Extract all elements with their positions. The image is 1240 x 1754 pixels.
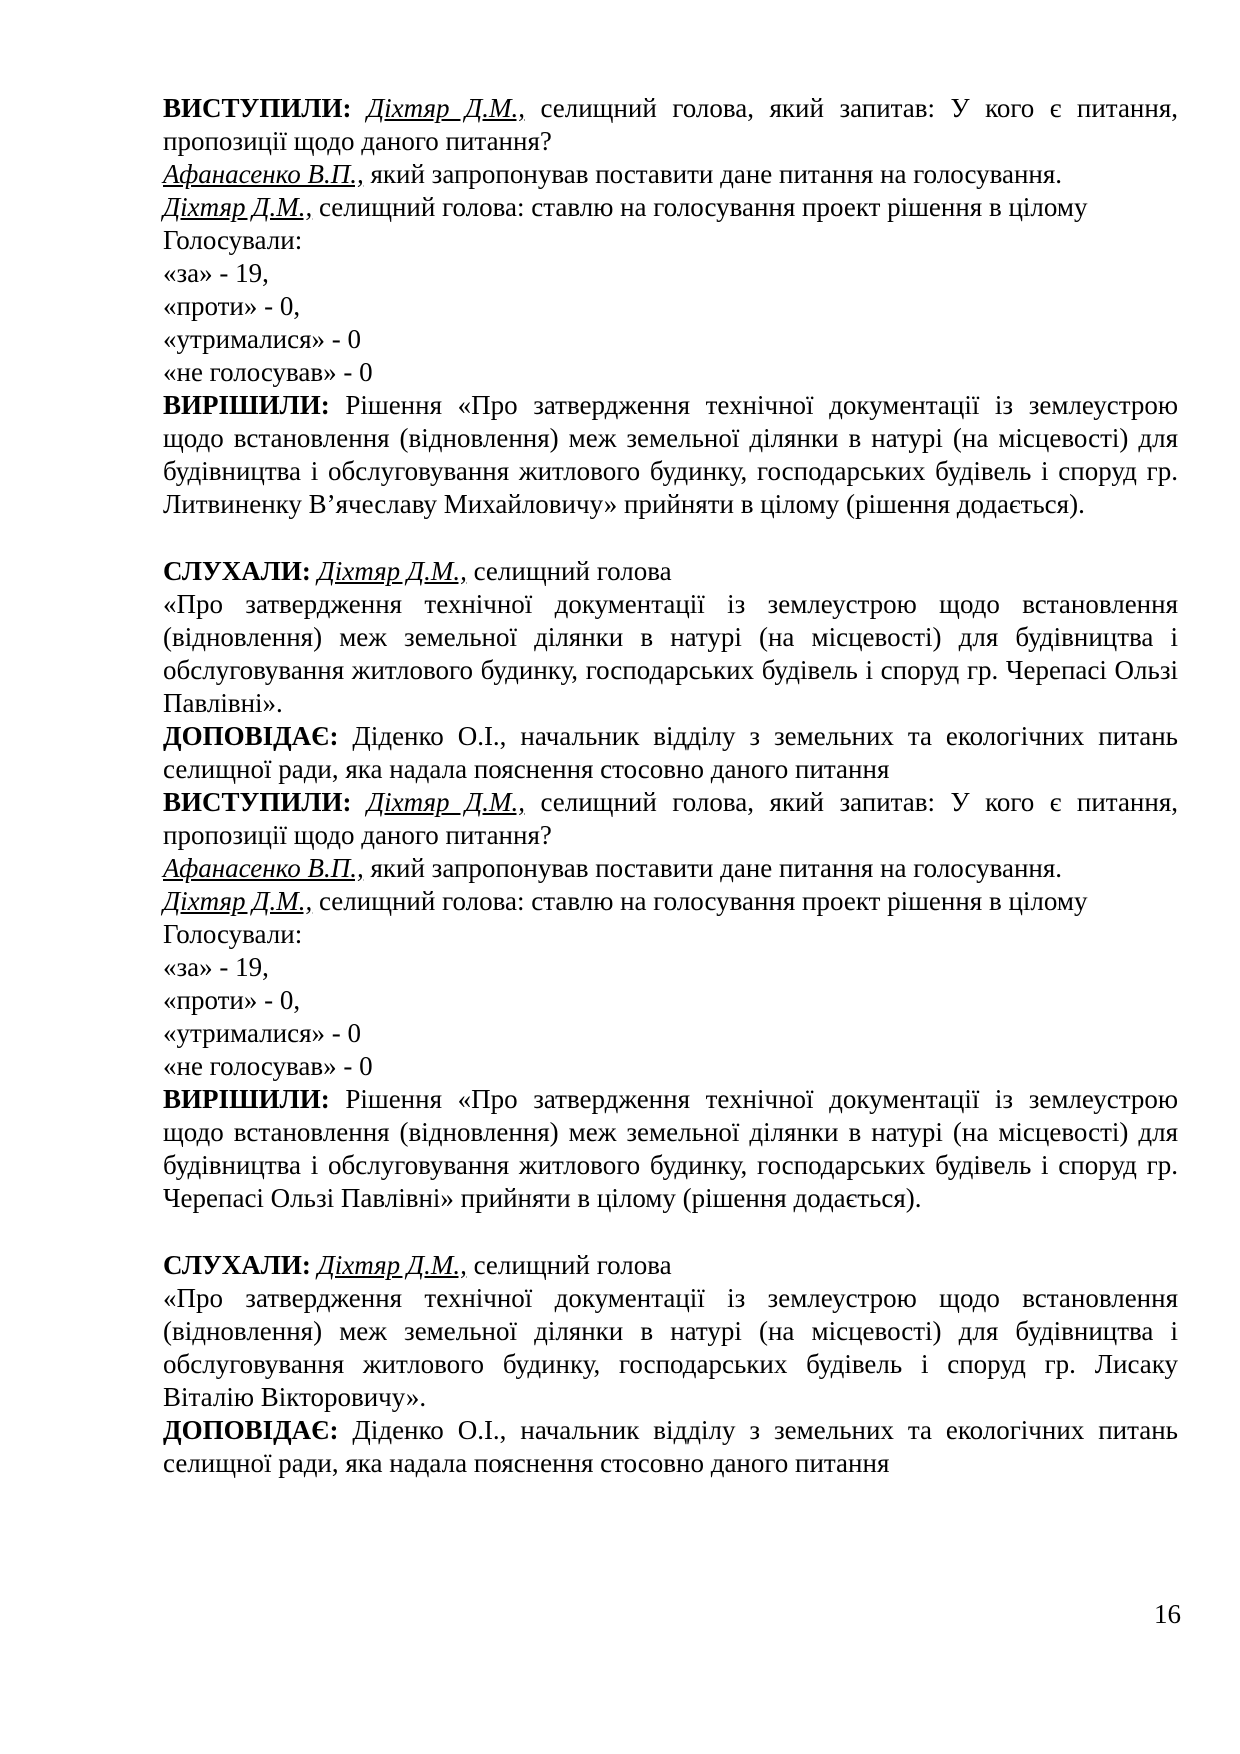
proposal-line xyxy=(163,852,1178,885)
vote-call-text: селищний голова: ставлю на голосування проект рішення в цілому xyxy=(312,886,1088,916)
vote-abstained: «утрималися» - 0 xyxy=(163,324,362,354)
speakers-paragraph xyxy=(163,92,1178,158)
heard-text: селищний голова xyxy=(466,556,672,586)
voted-heading: Голосували: xyxy=(163,225,303,255)
vote-against: «проти» - 0, xyxy=(163,985,301,1015)
proposal-text: який запропонував поставити дане питання на голосування. xyxy=(363,159,1063,189)
vote-for: «за» - 19, xyxy=(163,952,269,982)
speaker-text: селищний голова, який запитав: У кого є питання, пропозиції щодо даного питання? xyxy=(163,93,1178,156)
heard-name: Діхтяр Д.М., xyxy=(317,556,467,586)
page-number: 16 xyxy=(1154,1599,1181,1629)
proposal-text: який запропонував поставити дане питання на голосування. xyxy=(363,853,1063,883)
heard-name: Діхтяр Д.М., xyxy=(317,1250,467,1280)
speaker-name: Діхтяр Д.М., xyxy=(366,787,525,817)
proposal-line xyxy=(163,158,1178,191)
vote-against: «проти» - 0, xyxy=(163,291,301,321)
section-gap xyxy=(163,521,1178,555)
section-gap xyxy=(163,1215,1178,1249)
vote-not-voted: «не голосував» - 0 xyxy=(163,1051,373,1081)
heard-label: СЛУХАЛИ: xyxy=(163,556,311,586)
speaker-name: Діхтяр Д.М., xyxy=(366,93,525,123)
heard-text: селищний голова xyxy=(466,1250,672,1280)
vote-for: «за» - 19, xyxy=(163,258,269,288)
speakers-label: ВИСТУПИЛИ: xyxy=(163,93,352,123)
heard-line xyxy=(163,555,1178,588)
vote-call-line xyxy=(163,885,1178,918)
vote-call-text: селищний голова: ставлю на голосування проект рішення в цілому xyxy=(312,192,1088,222)
minutes-content xyxy=(163,92,1178,1480)
voted-heading: Голосували: xyxy=(163,919,303,949)
speakers-paragraph xyxy=(163,786,1178,852)
vote-not-voted: «не голосував» - 0 xyxy=(163,357,373,387)
speakers-label: ВИСТУПИЛИ: xyxy=(163,787,352,817)
topic-paragraph: «Про затвердження технічної документації із землеустрою щодо встановлення (відновлення) меж земельної ділянки в натурі (на місцевості) для будівництва і обслуговування житлового будинку, господарських будівель і споруд гр. Черепасі Ользі Павлівні». xyxy=(163,589,1178,718)
proposer-name: Афанасенко В.П., xyxy=(163,159,364,189)
decision-text: Рішення «Про затвердження технічної документації із землеустрою щодо встановлення (відновлення) меж земельної ділянки в натурі (на місцевості) для будівництва і обслуговування житлового будинку, господарських будівель і споруд гр. Черепасі Ользі Павлівні» прийняти в цілому (рішення додається). xyxy=(163,1084,1178,1213)
report-label: ДОПОВІДАЄ: xyxy=(163,1415,339,1445)
decision-paragraph xyxy=(163,1083,1178,1215)
report-paragraph xyxy=(163,1414,1178,1480)
report-paragraph xyxy=(163,720,1178,786)
vote-call-line xyxy=(163,191,1178,224)
report-text: Діденко О.І., начальник відділу з земельних та екологічних питань селищної ради, яка надала пояснення стосовно даного питання xyxy=(163,721,1178,784)
decision-label: ВИРІШИЛИ: xyxy=(163,1084,330,1114)
topic-paragraph: «Про затвердження технічної документації із землеустрою щодо встановлення (відновлення) меж земельної ділянки в натурі (на місцевості) для будівництва і обслуговування житлового будинку, господарських будівель і споруд гр. Лисаку Віталію Вікторовичу». xyxy=(163,1283,1178,1412)
report-text: Діденко О.І., начальник відділу з земельних та екологічних питань селищної ради, яка надала пояснення стосовно даного питання xyxy=(163,1415,1178,1478)
heard-label: СЛУХАЛИ: xyxy=(163,1250,311,1280)
decision-text: Рішення «Про затвердження технічної документації із землеустрою щодо встановлення (відновлення) меж земельної ділянки в натурі (на місцевості) для будівництва і обслуговування житлового будинку, господарських будівель і споруд гр. Литвиненку В’ячеславу Михайловичу» прийняти в цілому (рішення додається). xyxy=(163,390,1178,519)
chair-name: Діхтяр Д.М., xyxy=(163,192,313,222)
heard-line xyxy=(163,1249,1178,1282)
proposer-name: Афанасенко В.П., xyxy=(163,853,364,883)
chair-name: Діхтяр Д.М., xyxy=(163,886,313,916)
report-label: ДОПОВІДАЄ: xyxy=(163,721,339,751)
decision-paragraph xyxy=(163,389,1178,521)
decision-label: ВИРІШИЛИ: xyxy=(163,390,330,420)
vote-abstained: «утрималися» - 0 xyxy=(163,1018,362,1048)
speaker-text: селищний голова, який запитав: У кого є питання, пропозиції щодо даного питання? xyxy=(163,787,1178,850)
